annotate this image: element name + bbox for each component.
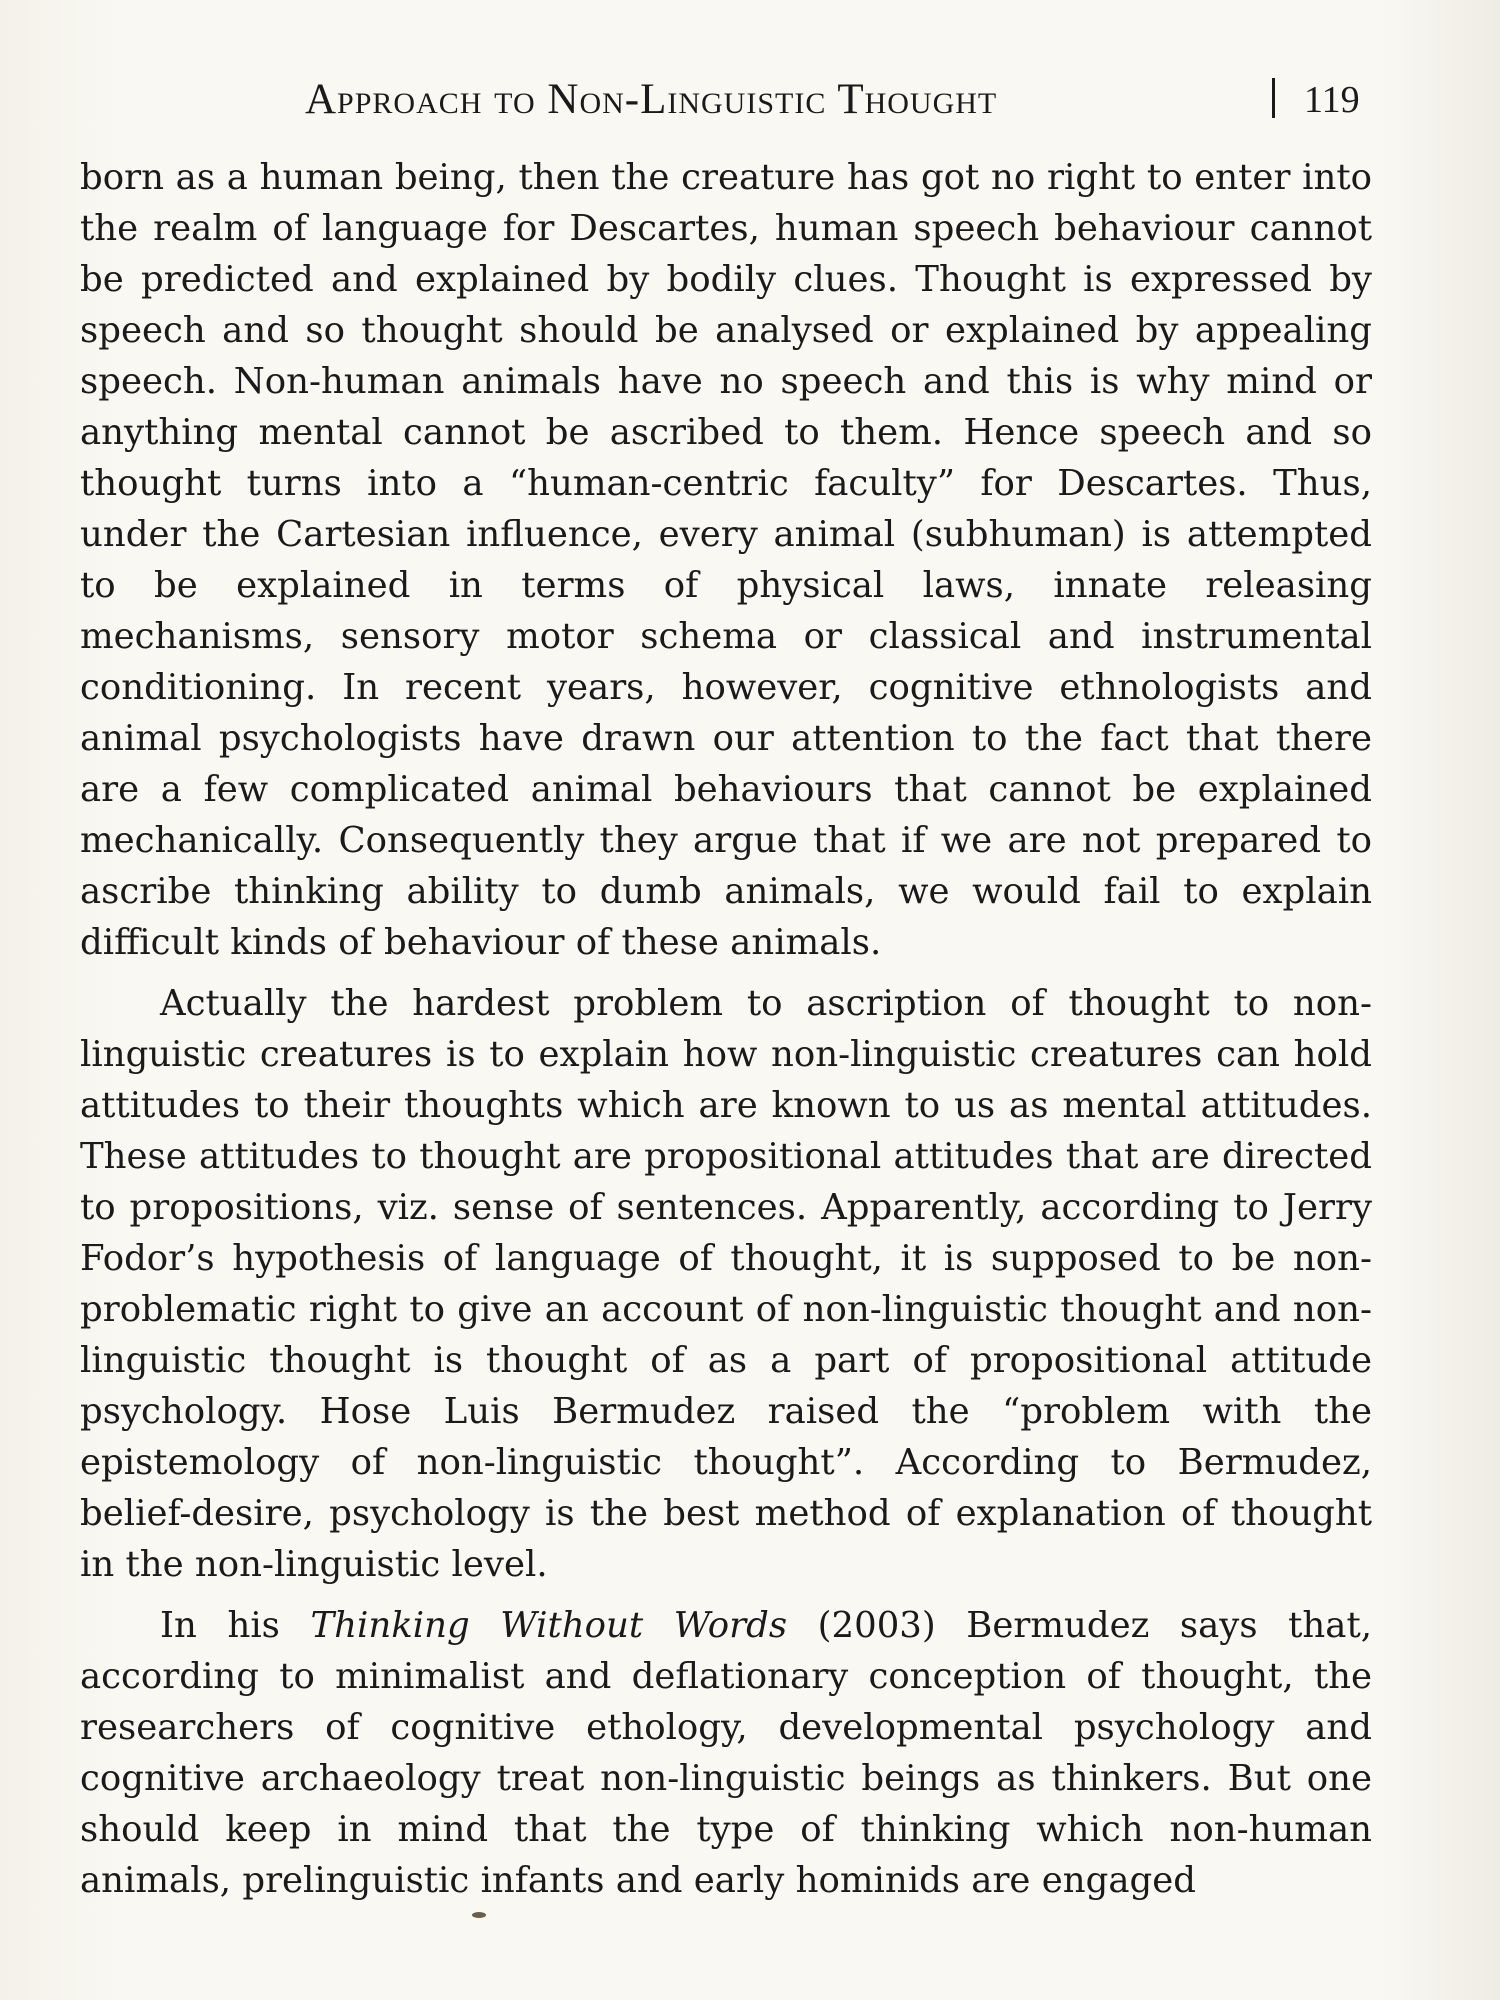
paragraph-2: Actually the hardest problem to ascription of thought to non-linguistic creatures is to explain how non-linguistic creatures can hold attitudes to their thoughts which are known to us as mental attitudes. These attitudes to thought are propositional attitudes that are directed to propositions, viz. sense of sentences. Apparently, according to Jerry Fodor’s hypothesis of language of thought, it is supposed to be non-problematic right to give an account of non-linguistic thought and non-linguistic thought is thought of as a part of propositional attitude psychology. Hose Luis Bermudez raised the “problem with the epistemology of non-linguistic thought”. According to Bermudez, belief-desire, psychology is the best method of explanation of thought in the non-linguistic level. — [80, 983, 1372, 1585]
running-head — [80, 72, 1372, 128]
paragraph-3-rest: (2003) Bermudez says that, according to minimalist and deflationary conception of thought, the researchers of cognitive ethology, developmental psychology and cognitive archaeology treat non-linguistic beings as thinkers. But one should keep in mind that the type of thinking which non-human animals, prelinguistic infants and early hominids are engaged — [80, 1605, 1372, 1901]
header-rule — [1272, 78, 1275, 118]
body-text — [80, 152, 1372, 1906]
scan-speck — [472, 1912, 486, 1918]
paragraph-3 — [80, 1600, 1372, 1906]
paragraph-1: born as a human being, then the creature has got no right to enter into the realm of language for Descartes, human speech behaviour cannot be predicted and explained by bodily clues. Thought is expressed by speech and so thought should be analysed or explained by appealing speech. Non-human animals have no speech and this is why mind or anything mental cannot be ascribed to them. Hence speech and so thought turns into a “human-centric faculty” for Descartes. Thus, under the Cartesian influence, every animal (subhuman) is attempted to be explained in terms of physical laws, innate releasing mechanisms, sensory motor schema or classical and instrumental conditioning. In recent years, however, cognitive ethnologists and animal psychologists have drawn our attention to the fact that there are a few complicated animal behaviours that cannot be explained mechanically. Consequently they argue that if we are not prepared to ascribe thinking ability to dumb animals, we would fail to explain difficult kinds of behaviour of these animals. — [80, 157, 1372, 963]
chapter-title: Approach to Non-Linguistic Thought — [305, 76, 998, 123]
paragraph-3-lead: In his — [160, 1605, 311, 1646]
book-title: Thinking Without Words — [310, 1605, 788, 1646]
page-number: 119 — [1304, 79, 1360, 121]
